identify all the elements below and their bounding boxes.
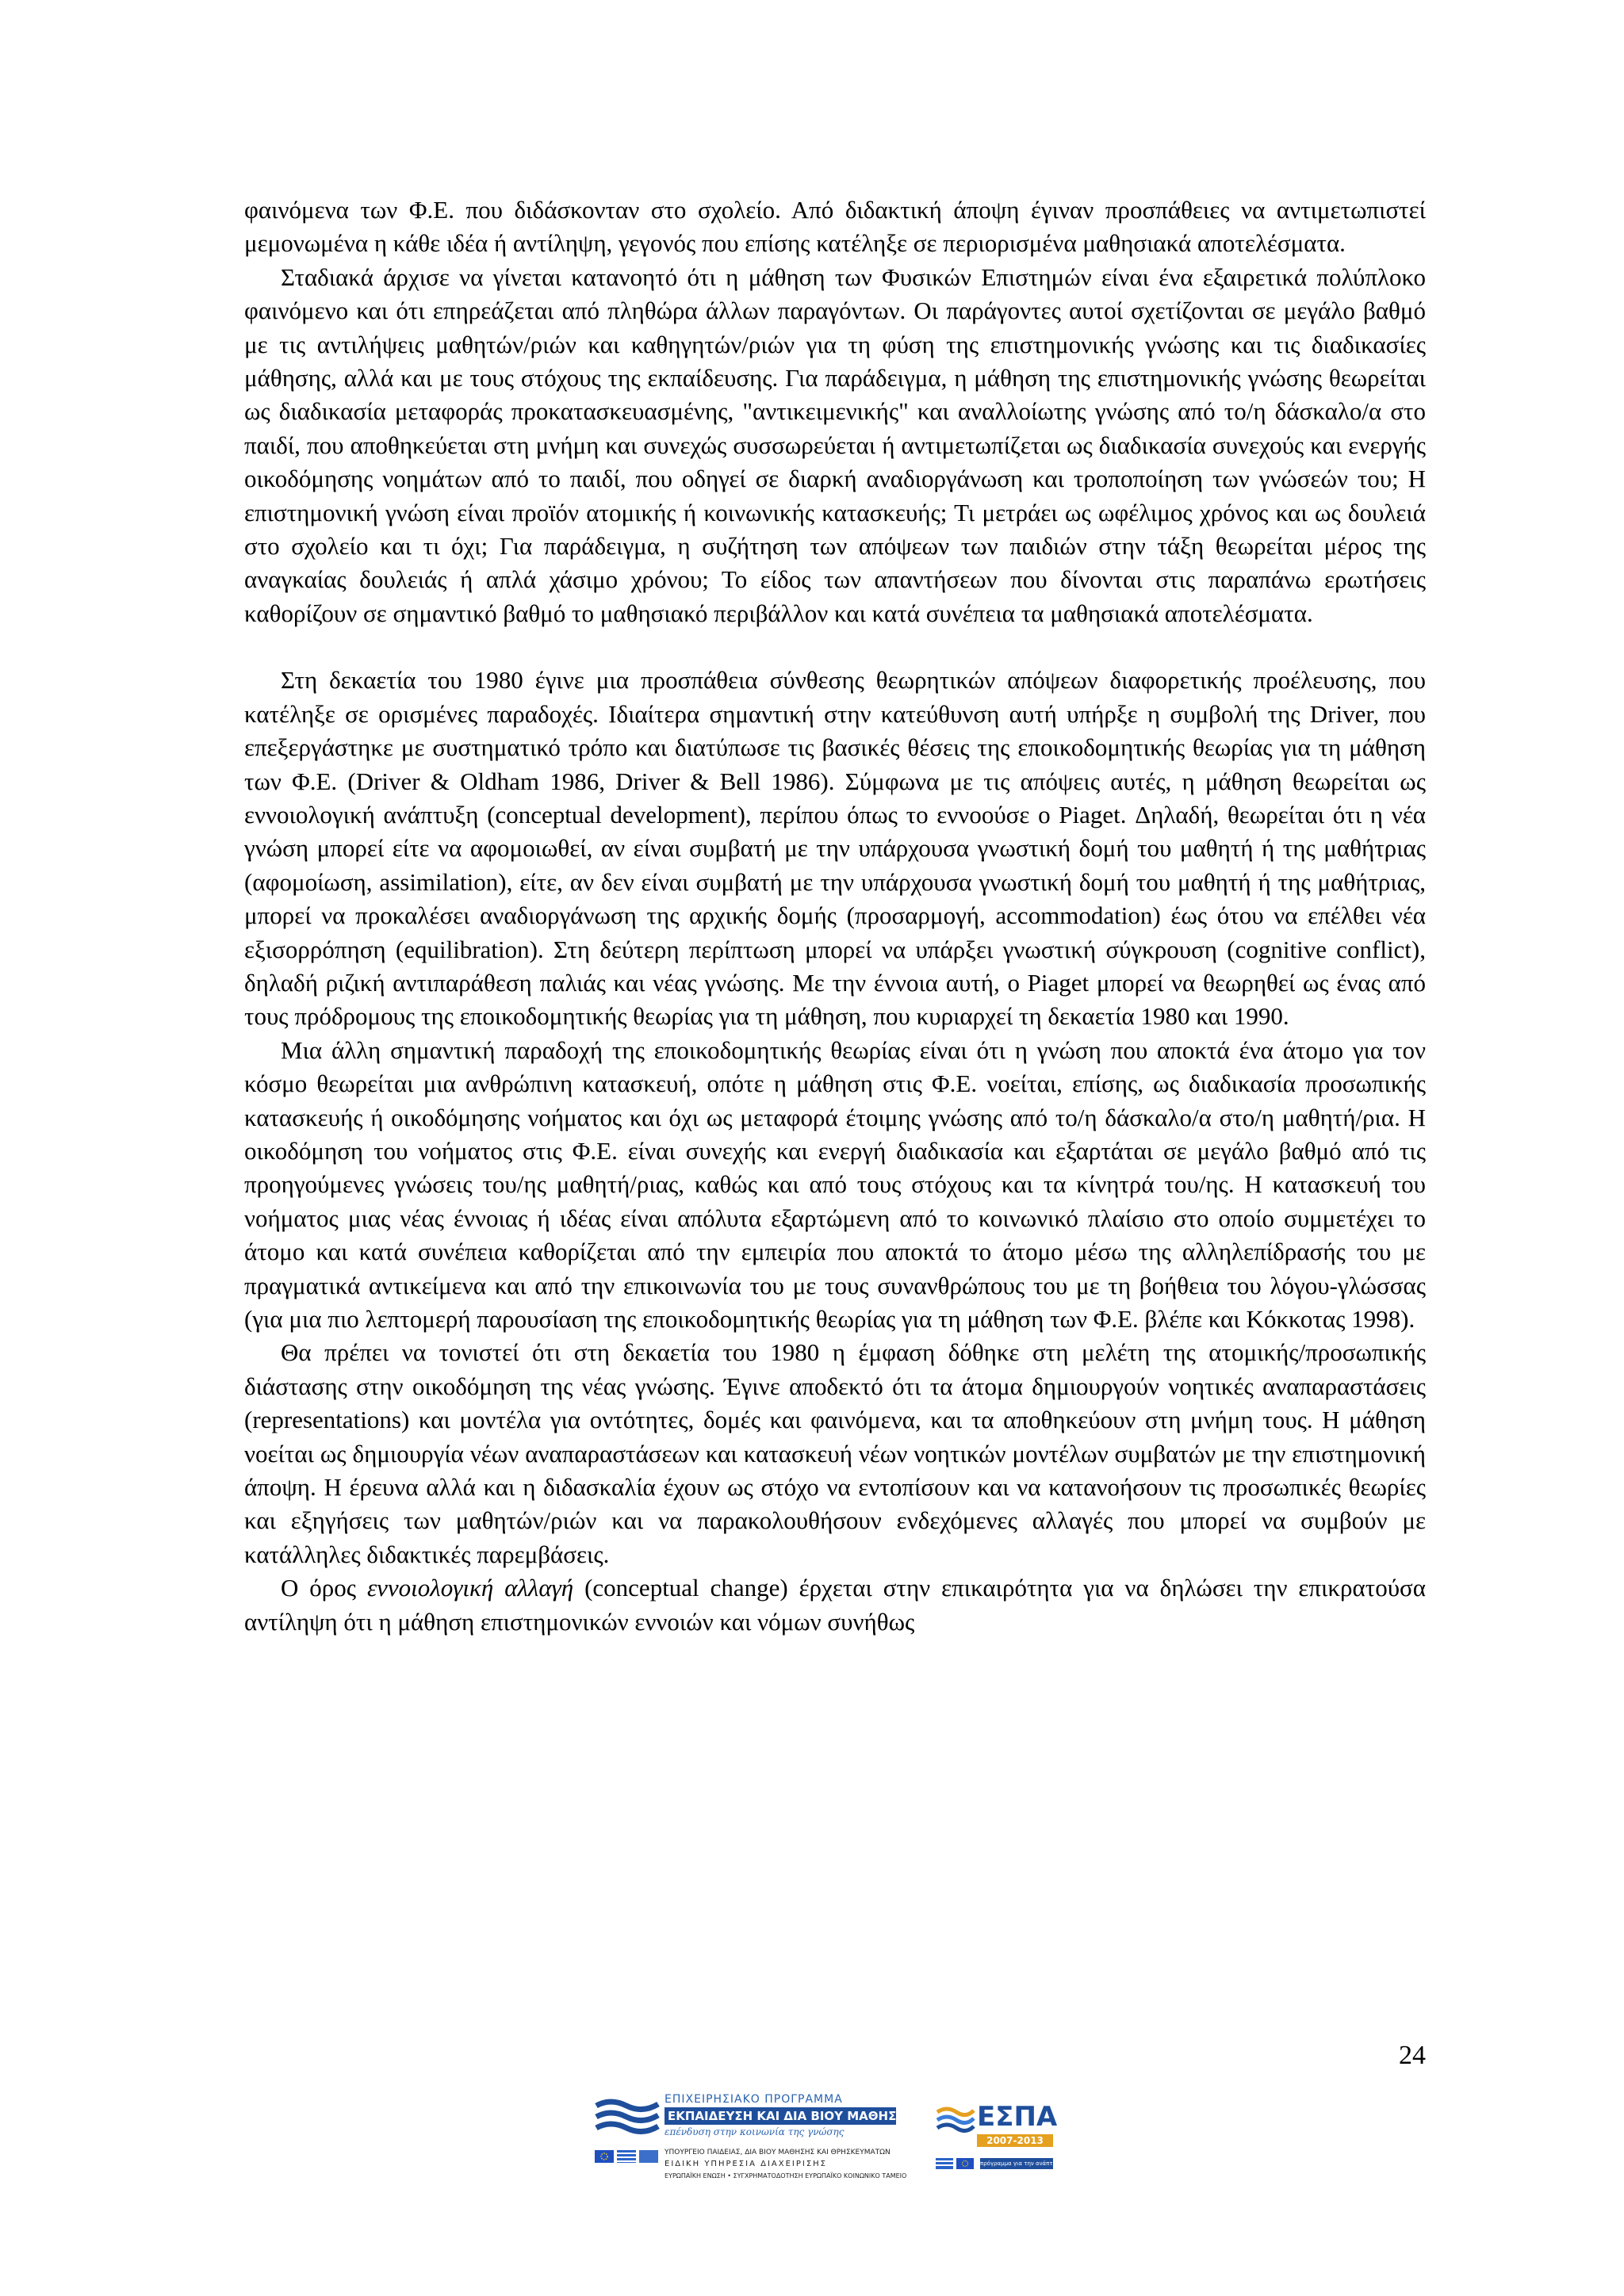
espa-wave-icon (936, 2104, 975, 2136)
epeaek-program-title: ΕΚΠΑΙΔΕΥΣΗ ΚΑΙ ΔΙΑ ΒΙΟΥ ΜΑΘΗΣΗ (665, 2107, 896, 2125)
paragraph-text: Ο όρος (281, 1574, 367, 1602)
paragraph-text: (conceptual change) έρχεται στην επικαιρότητα για να δηλώσει την επικρατούσα αντίληψη ότι η μάθηση επιστημονικών εννοιών και νόμων συνήθως (244, 1574, 1426, 1636)
epeaek-motto: επένδυση στην κοινωνία της γνώσης (665, 2126, 845, 2137)
body-paragraph (244, 1571, 1426, 1639)
body-paragraph (244, 1336, 1426, 1571)
epeaek-program-label: ΕΠΙΧΕΙΡΗΣΙΑΚΟ ΠΡΟΓΡΑΜΜΑ (665, 2093, 843, 2106)
paragraph-text: Σταδιακά άρχισε να γίνεται κατανοητό ότι η μάθηση των Φυσικών Επιστημών είναι ένα εξαιρετικά πολύπλοκο φαινόμενο και ότι επηρεάζεται από πληθώρα άλλων παραγόντων. Οι παράγοντες αυτοί σχετίζονται σε μεγάλο βαθμό με τις αντιλήψεις μαθητών/ριών και καθηγητών/ριών για τη φύση της επιστημονικής γνώσης και τις διαδικασίες μάθησης, αλλά και με τους στόχους της εκπαίδευσης. Για παράδειγμα, η μάθηση της επιστημονικής γνώσης θεωρείται ως διαδικασία μεταφοράς προκατασκευασμένης, "αντικειμενικής" και αναλλοίωτης γνώσης από το/η δάσκαλο/α στο παιδί, που αποθηκεύεται στη μνήμη και συνεχώς συσσωρεύεται ή αντιμετωπίζεται ως διαδικασία συνεχούς και ενεργής οικοδόμησης νοημάτων από το παιδί, που οδηγεί σε διαρκή αναδιοργάνωση και τροποποίηση των γνώσεών του; Η επιστημονική γνώση είναι προϊόν ατομικής ή κοινωνικής κατασκευής; Τι μετράει ως ωφέλιμος χρόνος και ως δουλειά στο σχολείο και τι όχι; Για παράδειγμα, η συζήτηση των απόψεων των παιδιών στην τάξη θεωρείται μέρος της αναγκαίας δουλειάς ή απλά χάσιμο χρόνου; Το είδος των απαντήσεων που δίνονται στις παραπάνω ερωτήσεις καθορίζουν σε σημαντικό βαθμό το μαθησιακό περιβάλλον και κατά συνέπεια τα μαθησιακά αποτελέσματα. (244, 262, 1426, 627)
body-text (244, 193, 1426, 1639)
espa-years: 2007-2013 (977, 2134, 1053, 2147)
epeaek-logo (595, 2093, 907, 2204)
body-paragraph (244, 1034, 1426, 1337)
page-number: 24 (1399, 2041, 1426, 2070)
paragraph-text: φαινόμενα των Φ.Ε. που διδάσκονταν στο σχολείο. Από διδακτική άποψη έγιναν προσπάθειες να αντιμετωπιστεί μεμονωμένα η κάθε ιδέα ή αντίληψη, γεγονός που επίσης κατέληξε σε περιορισμένα μαθησιακά αποτελέσματα. (244, 196, 1426, 258)
body-paragraph (244, 664, 1426, 1033)
paragraph-text: Στη δεκαετία του 1980 έγινε μια προσπάθεια σύνθεσης θεωρητικών απόψεων διαφορετικής προέλευσης, που κατέληξε σε ορισμένες παραδοχές. Ιδιαίτερα σημαντική στην κατεύθυνση αυτή υπήρξε η συμβολή της Driver, που επεξεργάστηκε με συστηματικό τρόπο και διατύπωσε τις βασικές θέσεις της εποικοδομητικής θεωρίας για τη μάθηση των Φ.Ε. (Driver & Oldham 1986, Driver & Bell 1986). Σύμφωνα με τις απόψεις αυτές, η μάθηση θεωρείται ως εννοιολογική ανάπτυξη (conceptual development), περίπου όπως το εννοούσε ο Piaget. Δηλαδή, θεωρείται ότι η νέα γνώση μπορεί είτε να αφομοιωθεί, αν είναι συμβατή με την υπάρχουσα γνωστική δομή του μαθητή ή της μαθήτριας (αφομοίωση, assimilation), είτε, αν δεν είναι συμβατή με την υπάρχουσα γνωστική δομή του μαθητή ή της μαθήτριας, μπορεί να προκαλέσει αναδιοργάνωση της αρχικής δομής (προσαρμογή, accommodation) έως ότου να επέλθει νέα εξισορρόπηση (equilibration). Στη δεύτερη περίπτωση μπορεί να υπάρξει γνωστική σύγκρουση (cognitive conflict), δηλαδή ριζική αντιπαράθεση παλιάς και νέας γνώσης. Με την έννοια αυτή, ο Piaget μπορεί να θεωρηθεί ως ένας από τους πρόδρομους της εποικοδομητικής θεωρίας για τη μάθηση, που κυριαρχεί τη δεκαετία 1980 και 1990. (244, 666, 1426, 1031)
body-paragraph (244, 261, 1426, 630)
paragraph-text: Μια άλλη σημαντική παραδοχή της εποικοδομητικής θεωρίας είναι ότι η γνώση που αποκτά ένα άτομο για τον κόσμο θεωρείται μια ανθρώπινη κατασκευή, οπότε η μάθηση στις Φ.Ε. νοείται, επίσης, ως διαδικασία προσωπικής κατασκευής ή οικοδόμησης νοήματος και όχι ως μεταφορά έτοιμης γνώσης από το/η δάσκαλο/α στο/η μαθητή/ρια. Η οικοδόμηση του νοήματος στις Φ.Ε. είναι συνεχής και ενεργή διαδικασία και εξαρτάται σε μεγάλο βαθμό από τις προηγούμενες γνώσεις του/ης μαθητή/ριας, καθώς και από τους στόχους και τα κίνητρά του/ης. Η κατασκευή του νοήματος μιας νέας έννοιας ή ιδέας είναι απόλυτα εξαρτώμενη από το κοινωνικό πλαίσιο στο οποίο συμμετέχει το άτομο και κατά συνέπεια καθορίζεται από την εμπειρία που αποκτά το άτομο μέσω της αλληλεπίδρασής του με πραγματικά αντικείμενα και από την επικοινωνία του με τους συνανθρώπους του με τη βοήθεια του λόγου-γλώσσας (για μια πιο λεπτομερή παρουσίαση της εποικοδομητικής θεωρίας για τη μάθηση των Φ.Ε. βλέπε και Κόκκοτας 1998). (244, 1035, 1426, 1333)
body-paragraph (244, 193, 1426, 261)
ministry-label: ΥΠΟΥΡΓΕΙΟ ΠΑΙΔΕΙΑΣ, ΔΙΑ ΒΙΟΥ ΜΑΘΗΣΗΣ ΚΑΙ ΘΡΗΣΚΕΥΜΑΤΩΝ (665, 2149, 891, 2156)
espa-logo (936, 2101, 1063, 2188)
espa-flags-icon (936, 2158, 975, 2169)
espa-title: ΕΣΠΑ (977, 2101, 1058, 2133)
management-service-label: ΕΙΔΙΚΗ ΥΠΗΡΕΣΙΑ ΔΙΑΧΕΙΡΙΣΗΣ (665, 2160, 827, 2168)
footer-logos (595, 2093, 1086, 2204)
paragraph-text: Θα πρέπει να τονιστεί ότι στη δεκαετία του 1980 η έμφαση δόθηκε στη μελέτη της ατομικής/προσωπικής διάστασης στην οικοδόμηση της νέας γνώσης. Έγινε αποδεκτό ότι τα άτομα δημιουργούν νοητικές αναπαραστάσεις (representations) και μοντέλα για οντότητες, δομές και φαινόμενα, και τα αποθηκεύουν στη μνήμη τους. Η μάθηση νοείται ως δημιουργία νέων αναπαραστάσεων και κατασκευή νέων νοητικών μοντέλων συμβατών με την επιστημονική άποψη. Η έρευνα αλλά και η διδασκαλία έχουν ως στόχο να εντοπίσουν και να κατανοήσουν τις προσωπικές θεωρίες και εξηγήσεις των μαθητών/ριών και να παρακολουθήσουν ενδεχόμενες αλλαγές που μπορεί να συμβούν με κατάλληλες διδακτικές παρεμβάσεις. (244, 1338, 1426, 1568)
italic-term: εννοιολογική αλλαγή (366, 1574, 574, 1602)
espa-motto: πρόγραμμα για την ανάπτυξη (980, 2158, 1053, 2169)
eu-funding-label: ΕΥΡΩΠΑΪΚΗ ΕΝΩΣΗ • ΣΥΓΧΡΗΜΑΤΟΔΟΤΗΣΗ ΕΥΡΩΠΑΪΚΟ ΚΟΙΝΩΝΙΚΟ ΤΑΜΕΙΟ (665, 2172, 907, 2179)
flags-icon (595, 2150, 658, 2163)
wave-logo-icon (595, 2098, 660, 2139)
